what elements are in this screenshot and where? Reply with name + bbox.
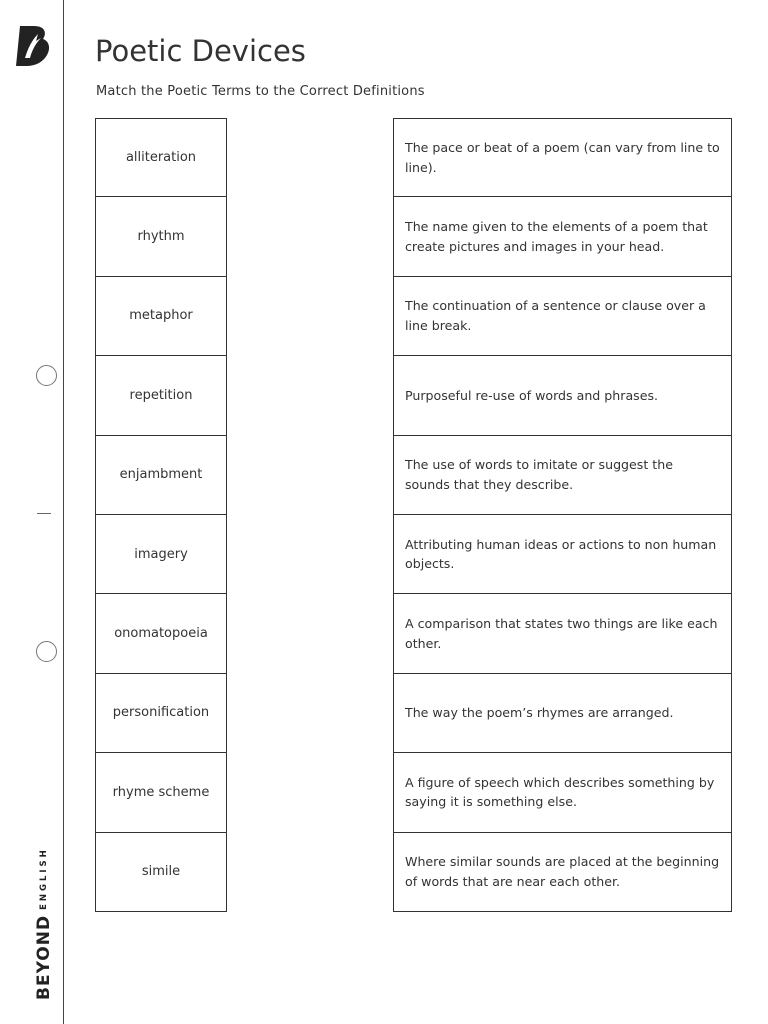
definition-box bbox=[393, 674, 732, 753]
term-box: simile bbox=[95, 833, 227, 912]
brand-wordmark bbox=[34, 847, 54, 1000]
term-box: rhyme scheme bbox=[95, 753, 227, 832]
definition-text: Attributing human ideas or actions to non human objects. bbox=[405, 536, 717, 572]
definition-box bbox=[393, 118, 732, 197]
definition-box bbox=[393, 277, 732, 356]
definition-box bbox=[393, 753, 732, 832]
definitions-column bbox=[393, 118, 732, 912]
definition-box bbox=[393, 594, 732, 673]
brand-wordmark-sub: ENGLISH bbox=[39, 847, 49, 910]
term-box: repetition bbox=[95, 356, 227, 435]
page-title: Poetic Devices bbox=[95, 34, 306, 68]
definition-text: The pace or beat of a poem (can vary from line to line). bbox=[405, 140, 720, 175]
margin-rule bbox=[63, 0, 64, 1024]
fold-mark bbox=[37, 513, 51, 514]
definition-text: The name given to the elements of a poem that create pictures and images in your head. bbox=[405, 219, 708, 254]
brand-wordmark-main: BEYOND bbox=[34, 914, 54, 1000]
punch-hole-bottom bbox=[36, 641, 57, 662]
term-box: metaphor bbox=[95, 277, 227, 356]
definition-text: The continuation of a sentence or clause over a line break. bbox=[405, 298, 706, 333]
term-box: alliteration bbox=[95, 118, 227, 197]
terms-column bbox=[95, 118, 227, 912]
definition-box bbox=[393, 197, 732, 276]
term-box: rhythm bbox=[95, 197, 227, 276]
beyond-logo-icon bbox=[14, 24, 52, 68]
definition-text: Purposeful re-use of words and phrases. bbox=[405, 387, 659, 403]
definition-box bbox=[393, 515, 732, 594]
definition-box bbox=[393, 356, 732, 435]
punch-hole-top bbox=[36, 365, 57, 386]
definition-text: The way the poem’s rhymes are arranged. bbox=[405, 705, 674, 721]
definition-text: A comparison that states two things are like each other. bbox=[405, 616, 718, 651]
definition-text: The use of words to imitate or suggest the sounds that they describe. bbox=[405, 457, 673, 492]
term-box: imagery bbox=[95, 515, 227, 594]
definition-text: A figure of speech which describes something by saying it is something else. bbox=[405, 774, 715, 810]
definition-text: Where similar sounds are placed at the beginning of words that are near each other. bbox=[405, 854, 720, 889]
term-box: personification bbox=[95, 674, 227, 753]
definition-box bbox=[393, 436, 732, 515]
page-subtitle: Match the Poetic Terms to the Correct Definitions bbox=[96, 84, 425, 99]
term-box: enjambment bbox=[95, 436, 227, 515]
term-box: onomatopoeia bbox=[95, 594, 227, 673]
definition-box bbox=[393, 833, 732, 912]
